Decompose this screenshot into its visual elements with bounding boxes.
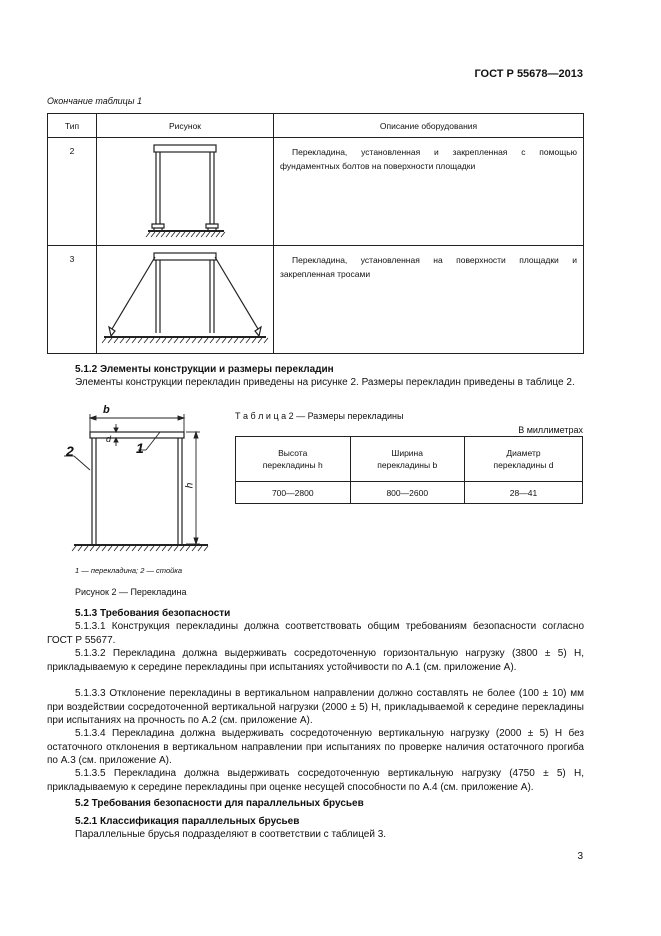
dim-h-label: h <box>184 482 196 489</box>
col-width-header: Ширина перекладины b <box>350 437 465 482</box>
col-diameter-header: Диаметр перекладины d <box>465 437 583 482</box>
row-type: 2 <box>48 138 97 246</box>
height-value: 700—2800 <box>236 482 351 504</box>
table2-units: В миллиметрах <box>518 425 583 435</box>
page-number: 3 <box>577 851 583 862</box>
width-value: 800—2600 <box>350 482 465 504</box>
bar-cable-figure <box>98 247 272 350</box>
document-header: ГОСТ Р 55678—2013 <box>474 68 583 80</box>
diameter-value: 28—41 <box>465 482 583 504</box>
section-5-2-1-text: Параллельные брусья подразделяют в соответствии с таблицей 3. <box>75 829 387 840</box>
section-5-1-2-text: Элементы конструкции перекладин приведены на рисунке 2. Размеры перекладин приведены в таблице 2. <box>75 377 575 388</box>
section-5-1-2-heading: 5.1.2 Элементы конструкции и размеры перекладин <box>75 364 334 375</box>
figure-2-caption: Рисунок 2 — Перекладина <box>75 587 187 597</box>
row-description: Перекладина, установленная и закрепленная с помощью фундаментных болтов на поверхности площадки <box>274 138 584 246</box>
figure-cell <box>97 138 274 246</box>
paragraph-5-1-3-3: 5.1.3.3 Отклонение перекладины в вертикальном направлении должно составлять не более (100 ± 10) мм при воздействии сосредоточенной вертикальной нагрузки (2000 ± 5) Н, прикладываемой к середине перекладины при испытаниях на прочность по А.2 (см. приложение А). <box>47 688 584 726</box>
col-figure-header: Рисунок <box>97 114 274 138</box>
callout-2-label: 2 <box>66 443 74 459</box>
paragraph-5-1-3-1: 5.1.3.1 Конструкция перекладины должна соответствовать общим требованиям безопасности согласно ГОСТ Р 55677. <box>47 621 584 646</box>
paragraph-5-1-3-4: 5.1.3.4 Перекладина должна выдерживать сосредоточенную вертикальную нагрузку (2000 ± 5) Н без остаточного отклонения в вертикальном направлении при испытаниях по проверке наличия остаточного прогиба по А.3 (см. приложение А). <box>47 728 584 766</box>
section-5-2-heading: 5.2 Требования безопасности для параллельных брусьев <box>75 798 364 809</box>
table2-caption: Т а б л и ц а 2 — Размеры перекладины <box>235 411 404 421</box>
dim-b-label: b <box>103 404 110 416</box>
row-description: Перекладина, установленная на поверхности площадки и закрепленная тросами <box>274 246 584 354</box>
col-desc-header: Описание оборудования <box>274 114 584 138</box>
figure-2-drawing <box>60 404 220 556</box>
figure-cell <box>97 246 274 354</box>
table1-caption: Окончание таблицы 1 <box>47 96 142 106</box>
table1 <box>47 113 584 354</box>
bar-bolted-figure <box>98 139 272 242</box>
paragraph-5-1-3-2: 5.1.3.2 Перекладина должна выдерживать сосредоточенную горизонтальную нагрузку (3800 ± 5) Н, прикладываемую к середине перекладины при испытаниях устойчивости по А.1 (см. приложение А). <box>47 648 584 673</box>
table2-header-row <box>236 437 583 482</box>
table-row <box>236 482 583 504</box>
figure-2-legend: 1 — перекладина; 2 — стойка <box>75 566 183 575</box>
dim-d-label: d <box>106 434 112 444</box>
section-5-1-3-heading: 5.1.3 Требования безопасности <box>75 608 231 619</box>
table1-header-row <box>48 114 584 138</box>
col-height-header: Высота перекладины h <box>236 437 351 482</box>
table-row <box>48 246 584 354</box>
table2 <box>235 436 583 504</box>
row-type: 3 <box>48 246 97 354</box>
callout-1-label: 1 <box>136 440 144 456</box>
section-5-2-1-heading: 5.2.1 Классификация параллельных брусьев <box>75 816 300 827</box>
col-type-header: Тип <box>48 114 97 138</box>
paragraph-5-1-3-5: 5.1.3.5 Перекладина должна выдерживать сосредоточенную вертикальную нагрузку (4750 ± 5) Н, прикладываемую к середине перекладины при оценке несущей способности по А.4 (см. приложение А). <box>47 768 584 793</box>
table-row <box>48 138 584 246</box>
